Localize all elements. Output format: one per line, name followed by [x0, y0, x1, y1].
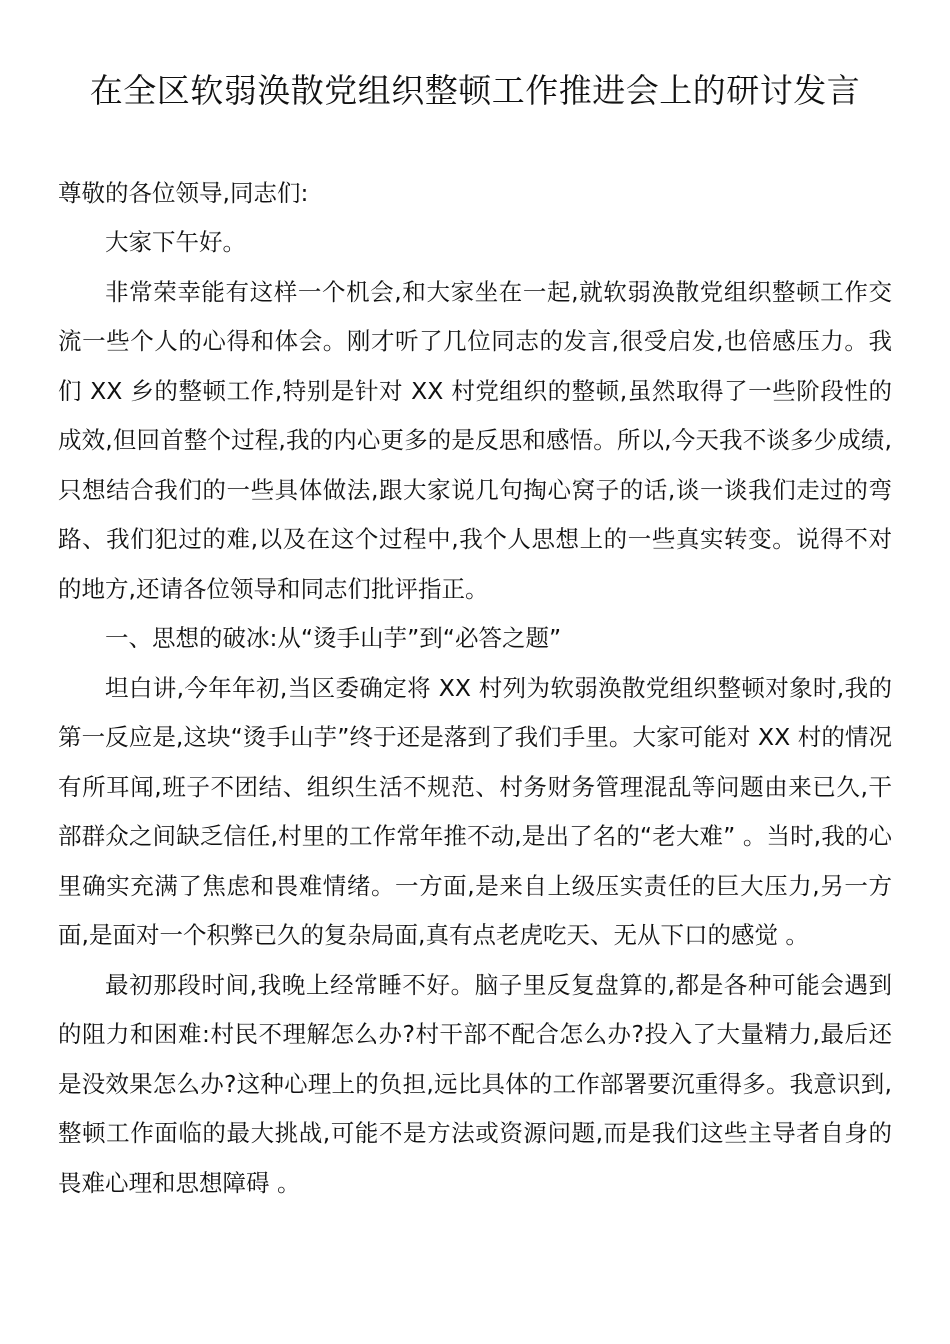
intro-paragraph: 非常荣幸能有这样一个机会,和大家坐在一起,就软弱涣散党组织整顿工作交流一些个人的心得和体会。刚才听了几位同志的发言,很受启发,也倍感压力。我们 XX 乡的整顿工作,特别是针对 XX 村党组织的整顿,虽然取得了一些阶段性的成效,但回首整个过程,我的内心更多的是反思和感悟。所以,今天我不谈多少成绩,只想结合我们的一些具体做法,跟大家说几句掏心窝子的话,谈一谈我们走过的弯路、我们犯过的难,以及在这个过程中,我个人思想上的一些真实转变。说得不对的地方,还请各位领导和同志们批评指正。 [58, 277, 892, 603]
salutation: 尊敬的各位领导,同志们: [58, 179, 309, 207]
section1-paragraph-2: 最初那段时间,我晚上经常睡不好。脑子里反复盘算的,都是各种可能会遇到的阻力和困难:村民不理解怎么办?村干部不配合怎么办?投入了大量精力,最后还是没效果怎么办?这种心理上的负担,远比具体的工作部署要沉重得多。我意识到,整顿工作面临的最大挑战,可能不是方法或资源问题,而是我们这些主导者自身的畏难心理和思想障碍 。 [58, 970, 892, 1197]
document-title: 在全区软弱涣散党组织整顿工作推进会上的研讨发言 [89, 71, 861, 110]
section1-paragraph-1: 坦白讲,今年年初,当区委确定将 XX 村列为软弱涣散党组织整顿对象时,我的第一反应是,这块“烫手山芋”终于还是落到了我们手里。大家可能对 XX 村的情况有所耳闻,班子不团结、组织生活不规范、村务财务管理混乱等问题由来已久,干部群众之间缺乏信任,村里的工作常年推不动,是出了名的“老大难” 。当时,我的心里确实充满了焦虑和畏难情绪。一方面,是来自上级压实责任的巨大压力,另一方面,是面对一个积弊已久的复杂局面,真有点老虎吃天、无从下口的感觉 。 [58, 673, 892, 949]
section-heading-1: 一、思想的破冰:从“烫手山芋”到“必答之题” [105, 624, 562, 652]
greeting: 大家下午好。 [105, 228, 246, 256]
